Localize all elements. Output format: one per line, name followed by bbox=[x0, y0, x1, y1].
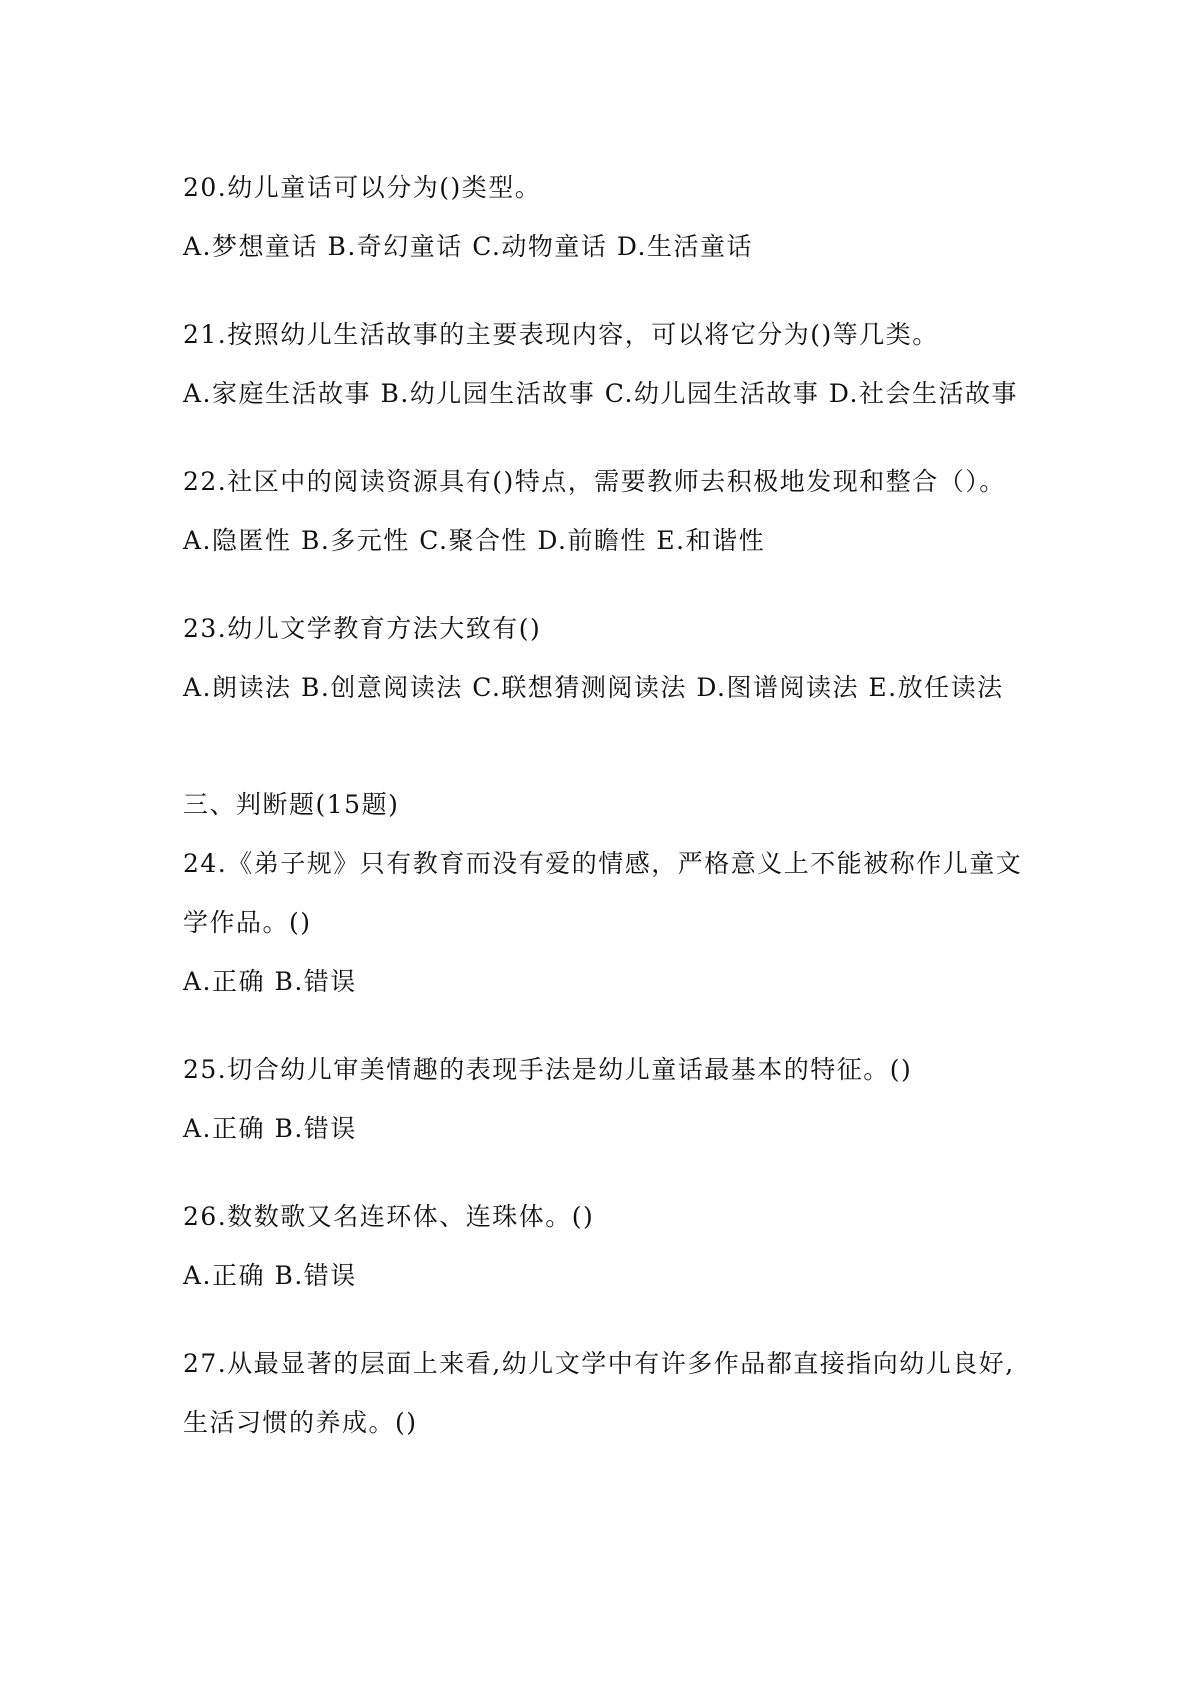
section-heading-judgement: 三、判断题(15题) bbox=[183, 790, 400, 819]
question-24-line-1: 24.《弟子规》只有教育而没有爱的情感，严格意义上不能被称作儿童文 bbox=[183, 849, 1023, 878]
question-20-options: A.梦想童话 B.奇幻童话 C.动物童话 D.生活童话 bbox=[183, 232, 753, 261]
question-27-line-2: 生活习惯的养成。() bbox=[183, 1408, 418, 1437]
question-24-line-2: 学作品。() bbox=[183, 908, 312, 937]
question-25-options: A.正确 B.错误 bbox=[183, 1114, 357, 1143]
question-21: 21.按照幼儿生活故事的主要表现内容，可以将它分为()等几类。 bbox=[183, 320, 939, 349]
question-26: 26.数数歌又名连环体、连珠体。() bbox=[183, 1202, 595, 1231]
question-22: 22.社区中的阅读资源具有()特点，需要教师去积极地发现和整合（）。 bbox=[183, 467, 1006, 496]
question-27-line-1: 27.从最显著的层面上来看,幼儿文学中有许多作品都直接指向幼儿良好, bbox=[183, 1349, 1015, 1378]
question-20: 20.幼儿童话可以分为()类型。 bbox=[183, 173, 542, 202]
question-26-options: A.正确 B.错误 bbox=[183, 1261, 357, 1290]
question-23: 23.幼儿文学教育方法大致有() bbox=[183, 614, 542, 643]
question-23-options: A.朗读法 B.创意阅读法 C.联想猜测阅读法 D.图谱阅读法 E.放任读法 bbox=[183, 673, 1004, 702]
question-22-options: A.隐匿性 B.多元性 C.聚合性 D.前瞻性 E.和谐性 bbox=[183, 526, 766, 555]
question-25: 25.切合幼儿审美情趣的表现手法是幼儿童话最基本的特征。() bbox=[183, 1055, 913, 1084]
question-24-options: A.正确 B.错误 bbox=[183, 967, 357, 996]
question-21-options: A.家庭生活故事 B.幼儿园生活故事 C.幼儿园生活故事 D.社会生活故事 bbox=[183, 379, 1018, 408]
